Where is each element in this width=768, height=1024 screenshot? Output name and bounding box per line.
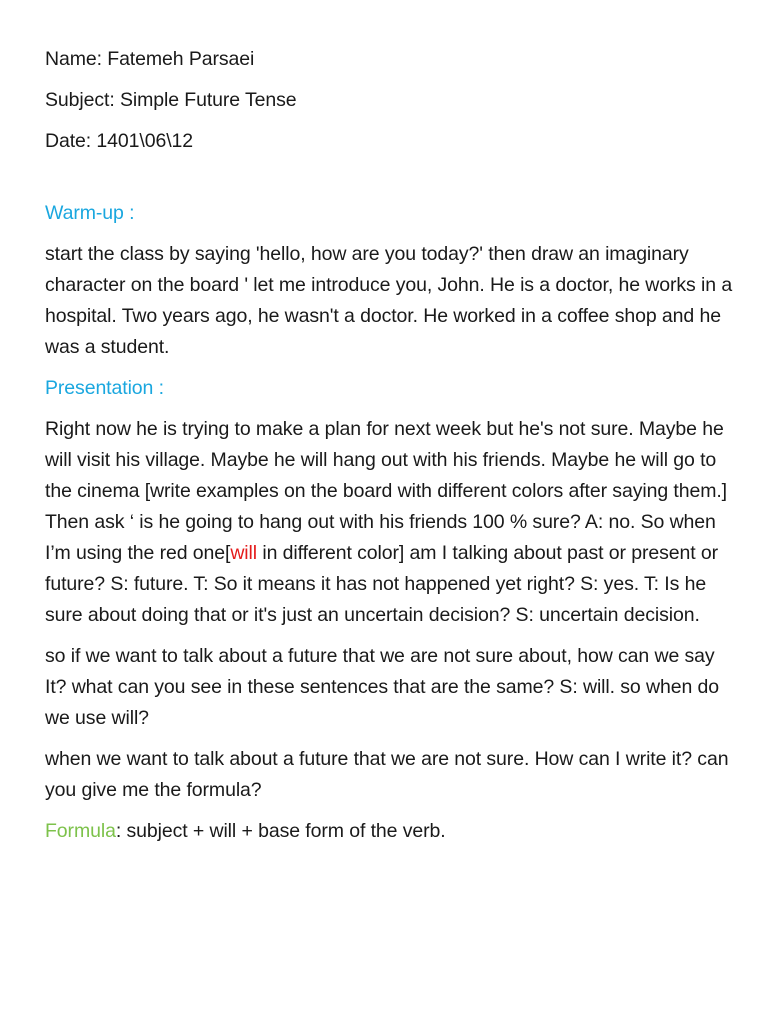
presentation-text-before: Right now he is trying to make a plan for next week but he's not sure. Maybe he will visit his village. Maybe he will hang out with his friends. Maybe he will go to the cinema [write examples on the board with different colors after saying them.] Then ask ‘ is he going to hang out with his friends 100 % sure? A: no. So when I’m using the red one[	[45, 418, 727, 564]
student-name: Name: Fatemeh Parsaei	[45, 48, 255, 70]
lesson-subject: Subject: Simple Future Tense	[45, 89, 297, 111]
presentation-text-after: in different color] am I talking about past or present or future? S: future. T: So it means it has not happened yet right? S: yes. T: Is he sure about doing that or it's just an uncertain decision? S: uncertain decision.	[45, 542, 719, 626]
lesson-date: Date: 1401\06\12	[45, 130, 194, 152]
formula-label: Formula	[45, 820, 116, 842]
formula-text: : subject + will + base form of the verb.	[115, 820, 446, 842]
will-highlight: will	[230, 542, 258, 564]
document-page	[45, 44, 735, 857]
presentation-paragraph-1	[45, 414, 735, 631]
formula-line	[45, 816, 735, 847]
presentation-paragraph-2: so if we want to talk about a future that we are not sure about, how can we say It? what can you see in these sentences that are the same? S: will. so when do we use will?	[45, 645, 720, 729]
presentation-heading: Presentation :	[45, 377, 164, 399]
presentation-paragraph-3: when we want to talk about a future that we are not sure. How can I write it? can you give me the formula?	[45, 748, 729, 801]
warmup-paragraph: start the class by saying 'hello, how are you today?' then draw an imaginary character on the board ' let me introduce you, John. He is a doctor, he works in a hospital. Two years ago, he wasn't a doctor. He worked in a coffee shop and he was a student.	[45, 243, 733, 358]
warmup-heading: Warm-up :	[45, 202, 135, 224]
